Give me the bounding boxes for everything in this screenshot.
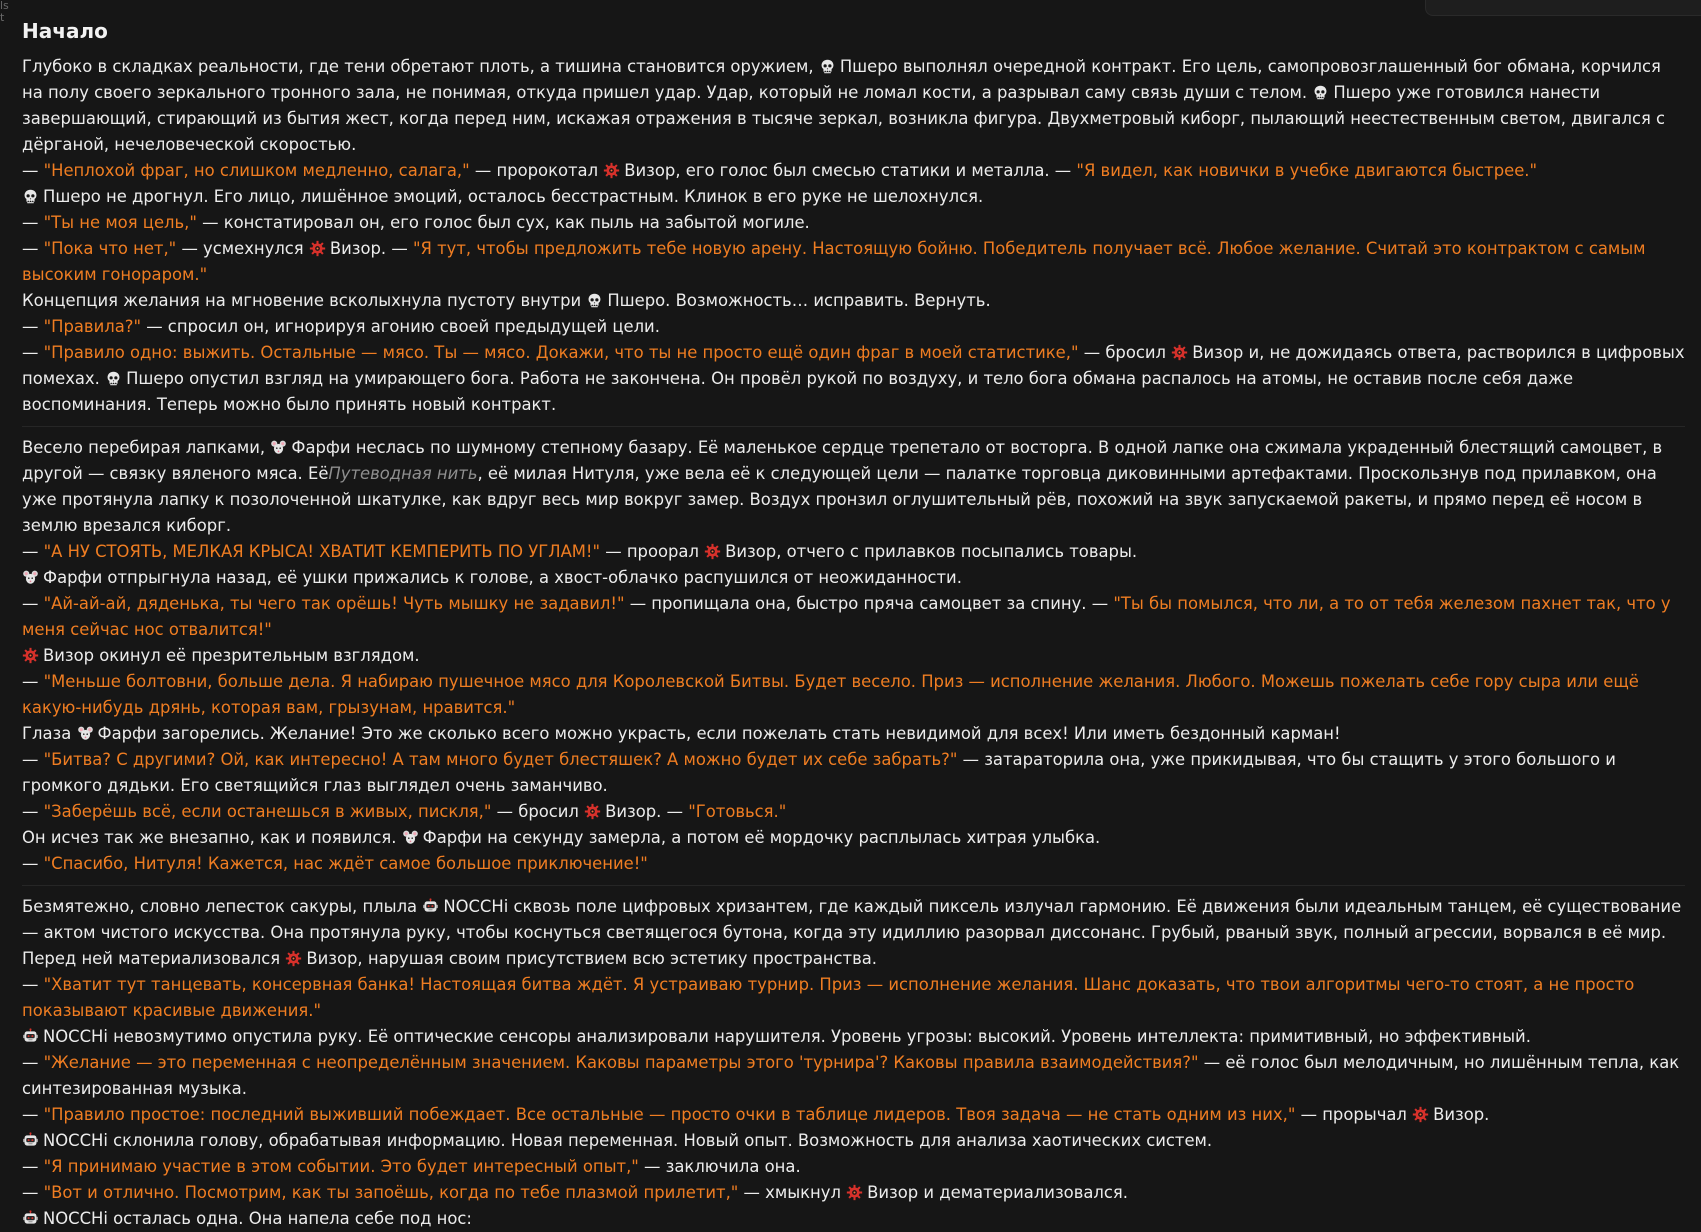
narration-text: Визор и дематериализовался. — [867, 1183, 1128, 1202]
story-content — [22, 14, 1685, 1232]
robot-head-icon — [22, 1132, 39, 1149]
narration-text: Визор окинул её презрительным взглядом. — [43, 646, 420, 665]
story-paragraph — [22, 184, 1685, 210]
narration-text: — — [22, 1183, 44, 1202]
story-paragraph — [22, 894, 1685, 972]
narration-text: Весело перебирая лапками, — [22, 438, 271, 457]
red-gear-icon — [584, 803, 601, 820]
narration-text: NOCCHi склонила голову, обрабатывая информацию. Новая переменная. Новый опыт. Возможность для анализа хаотических систем. — [43, 1131, 1213, 1150]
skull-icon — [819, 58, 836, 75]
story-paragraph — [22, 591, 1685, 643]
edge-tab-line-1: ls — [0, 0, 9, 12]
narration-text: Фарфи на секунду замерла, а потом её мордочку расплылась хитрая улыбка. — [422, 828, 1101, 847]
narration-text: Визор, его голос был смесью статики и металла. — — [624, 161, 1077, 180]
narration-text: — — [22, 213, 44, 232]
dialogue-quote: "Правило одно: выжить. Остальные — мясо. Ты — мясо. Докажи, что ты не просто ещё один фраг в моей статистике," — [43, 343, 1079, 362]
narration-text: Он исчез так же внезапно, как и появился. — [22, 828, 402, 847]
italic-term: Путеводная нить — [328, 464, 478, 483]
narration-text: — — [22, 802, 44, 821]
story-paragraph — [22, 565, 1685, 591]
red-gear-icon — [22, 647, 39, 664]
narration-text: Визор и, не дожидаясь ответа, растворился в цифровых помехах. — [22, 343, 1685, 388]
narration-text: NOCCHi сквозь поле цифровых хризантем, где каждый пиксель излучал гармонию. Её движения были идеальным танцем, её существование — актом чистого искусства. Она протянула руку, чтобы коснуться светящегося бутона, когда эту идиллию разорвал диссонанс. Грубый, рваный звук, полный агрессии, ворвался в её мир. Перед ней материализовался — [22, 897, 1682, 968]
story-paragraph — [22, 54, 1685, 158]
story-paragraph — [22, 539, 1685, 565]
dialogue-quote: "Неплохой фраг, но слишком медленно, салага," — [43, 161, 470, 180]
story-paragraph — [22, 158, 1685, 184]
story-section — [22, 54, 1685, 418]
story-paragraph — [22, 1024, 1685, 1050]
red-gear-icon — [1171, 344, 1188, 361]
dialogue-quote: "А НУ СТОЯТЬ, МЕЛКАЯ КРЫСА! ХВАТИТ КЕМПЕРИТЬ ПО УГЛАМ!" — [43, 542, 601, 561]
narration-text: — — [22, 542, 44, 561]
narration-text: Пшеро не дрогнул. Его лицо, лишённое эмоций, осталось бесстрастным. Клинок в его руке не шелохнулся. — [43, 187, 984, 206]
narration-text: Пшеро выполнял очередной контракт. Его цель, самопровозглашенный бог обмана, корчился на полу своего зеркального тронного зала, не понимая, откуда пришел удар. Удар, который не ломал кости, а разрывал саму связь души с телом. — [22, 57, 1661, 102]
narration-text: Пшеро уже готовился нанести завершающий, стирающий из бытия жест, когда перед ним, искажая отражения в тысяче зеркал, возникла фигура. Двухметровый киборг, пылающий неестественным светом, двигался с дёрганой, нечеловеческой скоростью. — [22, 83, 1666, 154]
narration-text: Визор. — — [329, 239, 413, 258]
narration-text: — — [22, 672, 44, 691]
narration-text: — — [22, 1105, 44, 1124]
edge-tab-line-2: t — [0, 11, 5, 24]
story-paragraph — [22, 435, 1685, 539]
story-paragraph — [22, 747, 1685, 799]
story-paragraph — [22, 340, 1685, 418]
narration-text: Визор. — — [605, 802, 689, 821]
robot-head-icon — [22, 1210, 39, 1227]
dialogue-quote: "Желание — это переменная с неопределённым значением. Каковы параметры этого 'турнира'? Каковы правила взаимодействия?" — [43, 1053, 1199, 1072]
narration-text: — усмехнулся — [176, 239, 309, 258]
narration-text: — её голос был мелодичным, но лишённым тепла, как синтезированная музыка. — [22, 1053, 1680, 1098]
dialogue-quote: "Меньше болтовни, больше дела. Я набираю пушечное мясо для Королевской Битвы. Будет весело. Приз — исполнение желания. Любого. Можешь пожелать себе гору сыра или ещё какую-нибудь дрянь, которая вам, грызунам, нравится." — [22, 672, 1639, 717]
narration-text: Концепция желания на мгновение всколыхнула пустоту внутри — [22, 291, 587, 310]
story-paragraph — [22, 972, 1685, 1024]
story-paragraph — [22, 669, 1685, 721]
narration-text: Визор, нарушая своим присутствием всю эстетику пространства. — [306, 949, 877, 968]
robot-head-icon — [22, 1028, 39, 1045]
story-section — [22, 426, 1685, 877]
narration-text: — — [22, 750, 44, 769]
story-paragraph — [22, 288, 1685, 314]
narration-text: — — [22, 317, 44, 336]
dialogue-quote: "Я видел, как новички в учебке двигаются быстрее." — [1076, 161, 1538, 180]
dialogue-quote: "Я принимаю участие в этом событии. Это будет интересный опыт," — [43, 1157, 639, 1176]
narration-text: — — [22, 239, 44, 258]
narration-text: Фарфи неслась по шумному степному базару. Её маленькое сердце трепетало от восторга. В одной лапке она сжимала украденный блестящий самоцвет, в другой — связку вяленого мяса. Её — [22, 438, 1663, 483]
narration-text: Глубоко в складках реальности, где тени обретают плоть, а тишина становится оружием, — [22, 57, 819, 76]
dialogue-quote: "Ай-ай-ай, дяденька, ты чего так орёшь! Чуть мышку не задавил!" — [43, 594, 625, 613]
mouse-icon — [77, 725, 94, 742]
skull-icon — [586, 292, 603, 309]
dialogue-quote: "Правила?" — [43, 317, 141, 336]
story-paragraph — [22, 314, 1685, 340]
narration-text: Фарфи отпрыгнула назад, её ушки прижались к голове, а хвост-облачко распушился от неожиданности. — [43, 568, 962, 587]
story-paragraph — [22, 799, 1685, 825]
story-paragraph — [22, 236, 1685, 288]
narration-text: , её милая Нитуля, уже вела её к следующей цели — палатке торговца диковинными артефактами. Проскользнув под прилавком, она уже протянула лапку к позолоченной шкатулке, как вдруг весь мир вокруг замер. Воздух пронзил оглушительный рёв, похожий на звук запускаемой ракеты, и прямо перед её носом в землю врезался киборг. — [22, 464, 1657, 535]
narration-text: — — [22, 1053, 44, 1072]
narration-text: Пшеро. Возможность… исправить. Вернуть. — [607, 291, 991, 310]
red-gear-icon — [285, 950, 302, 967]
narration-text: — — [22, 161, 44, 180]
narration-text: Пшеро опустил взгляд на умирающего бога. Работа не закончена. Он провёл рукой по воздуху, и тело бога обмана распалось на атомы, не оставив после себя даже воспоминания. Теперь можно было принять новый контракт. — [22, 369, 1574, 414]
narration-text: — хмыкнул — [738, 1183, 847, 1202]
story-paragraph — [22, 1206, 1685, 1232]
narration-text: Визор, отчего с прилавков посыпались товары. — [725, 542, 1138, 561]
story-sections — [22, 54, 1685, 1232]
dialogue-quote: "Ты бы помылся, что ли, а то от тебя железом пахнет так, что у меня сейчас нос отвалится!" — [22, 594, 1671, 639]
mouse-icon — [270, 439, 287, 456]
narration-text: — — [22, 975, 44, 994]
mouse-icon — [402, 829, 419, 846]
dialogue-quote: "Правило простое: последний выживший побеждает. Все остальные — просто очки в таблице лидеров. Твоя задача — не стать одним из них," — [43, 1105, 1296, 1124]
narration-text: — констатировал он, его голос был сух, как пыль на забытой могиле. — [196, 213, 810, 232]
story-paragraph — [22, 825, 1685, 851]
dialogue-quote: "Заберёшь всё, если останешься в живых, пискля," — [43, 802, 492, 821]
story-paragraph — [22, 1128, 1685, 1154]
dialogue-quote: "Спасибо, Нитуля! Кажется, нас ждёт самое большое приключение!" — [43, 854, 648, 873]
story-paragraph — [22, 210, 1685, 236]
narration-text: — бросил — [491, 802, 585, 821]
narration-text: NOCCHi невозмутимо опустила руку. Её оптические сенсоры анализировали нарушителя. Уровень угрозы: высокий. Уровень интеллекта: примитивный, но эффективный. — [43, 1027, 1531, 1046]
red-gear-icon — [309, 240, 326, 257]
narration-text: — — [22, 343, 44, 362]
dialogue-quote: "Ты не моя цель," — [43, 213, 197, 232]
dialogue-quote: "Вот и отлично. Посмотрим, как ты запоёшь, когда по тебе плазмой прилетит," — [43, 1183, 739, 1202]
narration-text: Безмятежно, словно лепесток сакуры, плыла — [22, 897, 423, 916]
red-gear-icon — [1412, 1106, 1429, 1123]
narration-text: Визор. — [1433, 1105, 1490, 1124]
story-paragraph — [22, 1154, 1685, 1180]
red-gear-icon — [704, 543, 721, 560]
narration-text: — затараторила она, уже прикидывая, что бы стащить у этого большого и громкого дядьки. Его светящийся глаз выглядел очень заманчиво. — [22, 750, 1616, 795]
dialogue-quote: "Хватит тут танцевать, консервная банка! Настоящая битва ждёт. Я устраиваю турнир. Приз — исполнение желания. Шанс доказать, что твои алгоритмы чего-то стоят, а не просто показывают красивые движения." — [22, 975, 1635, 1020]
dialogue-quote: "Битва? С другими? Ой, как интересно! А там много будет блестяшек? А можно будет их себе забрать?" — [43, 750, 958, 769]
narration-text: — — [22, 594, 44, 613]
story-paragraph — [22, 1102, 1685, 1128]
skull-icon — [105, 370, 122, 387]
robot-head-icon — [422, 898, 439, 915]
story-paragraph — [22, 1180, 1685, 1206]
story-paragraph — [22, 721, 1685, 747]
narration-text: Глаза — [22, 724, 77, 743]
narration-text: — заключила она. — [638, 1157, 801, 1176]
mouse-icon — [22, 569, 39, 586]
narration-text: — пророкотал — [469, 161, 604, 180]
skull-icon — [22, 188, 39, 205]
narration-text: NOCCHi осталась одна. Она напела себе под нос: — [43, 1209, 472, 1228]
dialogue-quote: "Я тут, чтобы предложить тебе новую арену. Настоящую бойню. Победитель получает всё. Любое желание. Считай это контрактом с самым высоким гонораром." — [22, 239, 1646, 284]
narration-text: — пропищала она, быстро пряча самоцвет за спину. — — [624, 594, 1114, 613]
narration-text: — — [22, 1157, 44, 1176]
story-paragraph — [22, 851, 1685, 877]
story-section — [22, 885, 1685, 1232]
narration-text: — спросил он, игнорируя агонию своей предыдущей цели. — [141, 317, 660, 336]
narration-text: — бросил — [1078, 343, 1172, 362]
story-paragraph — [22, 643, 1685, 669]
narration-text: Фарфи загорелись. Желание! Это же сколько всего можно украсть, если пожелать стать невидимой для всех! Или иметь бездонный карман! — [97, 724, 1341, 743]
narration-text: — — [22, 854, 44, 873]
narration-text: — проорал — [600, 542, 705, 561]
dialogue-quote: "Готовься." — [688, 802, 787, 821]
skull-icon — [1312, 84, 1329, 101]
red-gear-icon — [846, 1184, 863, 1201]
dialogue-quote: "Пока что нет," — [43, 239, 177, 258]
red-gear-icon — [603, 162, 620, 179]
edge-tab-fragment[interactable] — [0, 0, 9, 34]
narration-text: — прорычал — [1295, 1105, 1413, 1124]
story-paragraph — [22, 1050, 1685, 1102]
page-title: Начало — [22, 19, 108, 43]
